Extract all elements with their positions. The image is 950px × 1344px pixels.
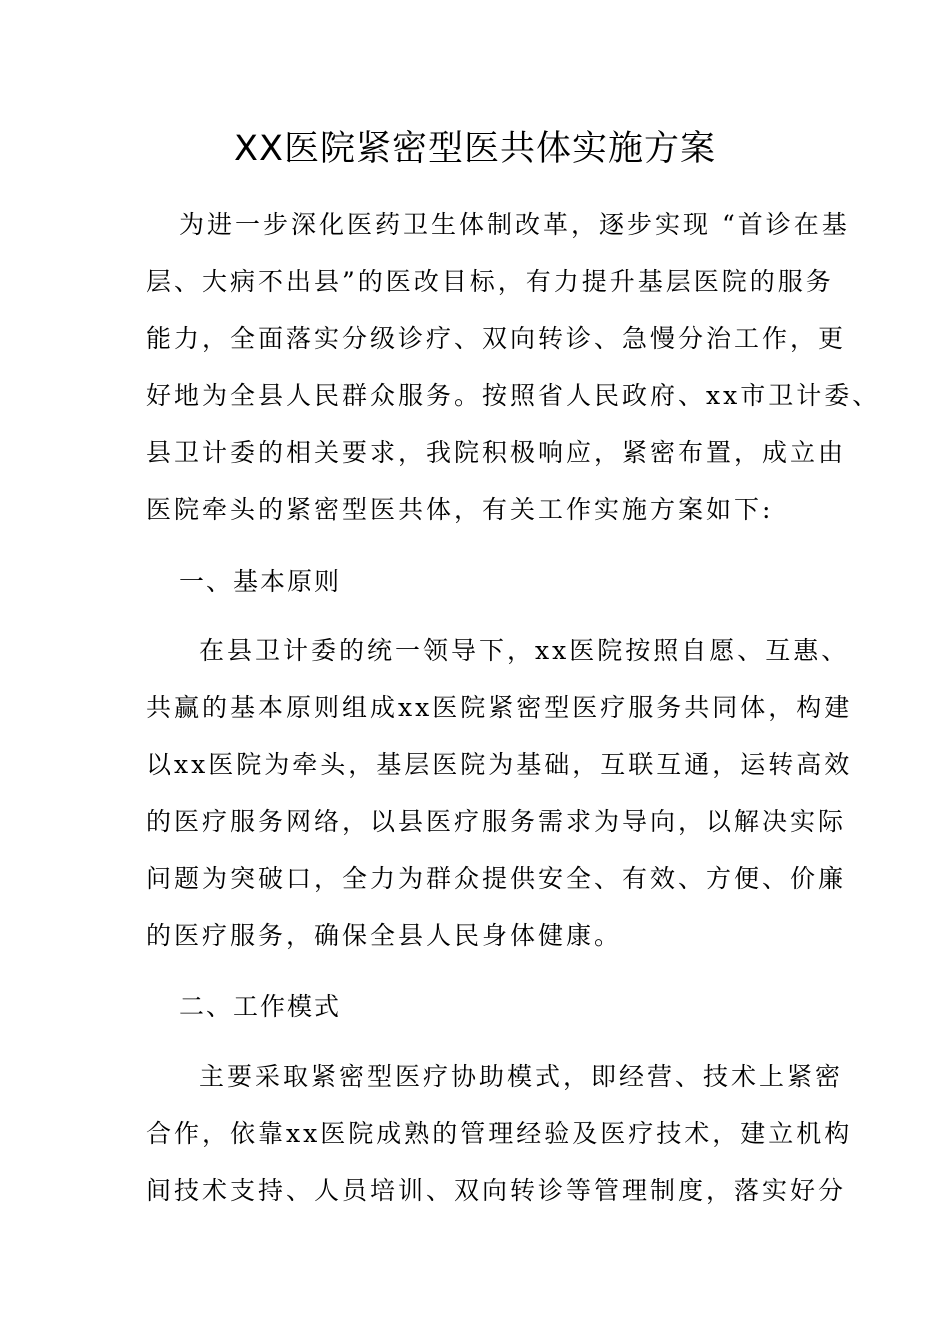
paragraph-line: 的医疗服务网络，以县医疗服务需求为导向，以解决实际 <box>146 807 847 836</box>
paragraph-line: 间技术支持、人员培训、双向转诊等管理制度，落实好分 <box>146 1176 847 1205</box>
paragraph-line: 问题为突破口，全力为群众提供安全、有效、方便、价廉 <box>146 864 847 893</box>
paragraph-line: 好地为全县人民群众服务。按照省人民政府、xx市卫计委、 <box>146 381 881 410</box>
section-heading: 二、工作模式 <box>179 992 342 1021</box>
paragraph-line: 主要采取紧密型医疗协助模式，即经营、技术上紧密 <box>199 1062 844 1091</box>
paragraph-line: 共赢的基本原则组成xx医院紧密型医疗服务共同体，构建 <box>146 693 853 722</box>
paragraph-line: 以xx医院为牵头，基层医院为基础，互联互通，运转高效 <box>146 750 853 779</box>
document-title: XX医院紧密型医共体实施方案 <box>234 129 716 169</box>
paragraph-line: 合作，依靠xx医院成熟的管理经验及医疗技术，建立机构 <box>146 1119 853 1148</box>
paragraph-line: 医院牵头的紧密型医共体，有关工作实施方案如下: <box>146 495 774 524</box>
section-heading: 一、基本原则 <box>179 567 342 596</box>
paragraph-line: 的医疗服务，确保全县人民身体健康。 <box>146 921 623 950</box>
paragraph-line: 为进一步深化医药卫生体制改革，逐步实现 “首诊在基 <box>179 210 850 239</box>
paragraph-line: 能力，全面落实分级诊疗、双向转诊、急慢分治工作，更 <box>146 324 847 353</box>
paragraph-line: 县卫计委的相关要求，我院积极响应，紧密布置，成立由 <box>146 438 847 467</box>
paragraph-line: 在县卫计委的统一领导下，xx医院按照自愿、互惠、 <box>199 636 850 665</box>
paragraph-line: 层、大病不出县”的医改目标，有力提升基层医院的服务 <box>146 267 834 296</box>
